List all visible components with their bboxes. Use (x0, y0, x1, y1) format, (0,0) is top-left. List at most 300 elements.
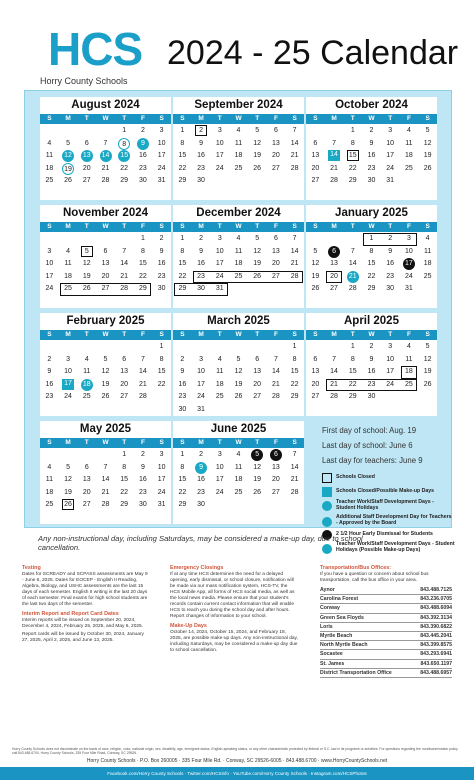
day-cell: 30 (178, 405, 187, 413)
day-cell: 28 (348, 285, 357, 292)
weekday-label: S (47, 331, 52, 338)
day-cell: 2 (195, 125, 207, 136)
day-cell: 11 (45, 152, 53, 159)
day-cell: 6 (273, 235, 278, 242)
day-cell: 8 (122, 463, 127, 471)
day-cell: 23 (367, 164, 376, 172)
closed-swatch (322, 473, 332, 483)
office-phone[interactable]: 843.650.1197 (420, 660, 452, 667)
closings-heading: Emergency Closings (170, 565, 224, 571)
day-cell: 2 (140, 127, 145, 134)
day-cell: 18 (45, 488, 54, 496)
day-cell: 30 (157, 285, 166, 292)
bus-office-list (320, 586, 452, 678)
day-cell: 5 (81, 246, 93, 257)
day-cell: 7 (292, 451, 297, 458)
day-cell: 1 (180, 451, 185, 458)
bus-office-row (320, 650, 452, 659)
day-cell: 26 (423, 380, 432, 388)
day-cell: 9 (369, 139, 374, 147)
day-cell: 15 (367, 260, 376, 267)
day-cell: 15 (178, 260, 187, 267)
weekday-label: S (425, 223, 430, 230)
day-cell: 27 (120, 393, 129, 400)
day-cell: 22 (178, 488, 187, 496)
day-cell: 29 (120, 177, 129, 184)
legend-workday2: Teacher Work/Staff Development Days - Student Holidays (Possible Make-up Days) (336, 541, 455, 553)
office-name: Carolina Forest (320, 596, 359, 603)
weekday-label: W (102, 115, 109, 122)
legend-early: 2 1/2 Hour Early Dismissal for Students (336, 531, 433, 537)
day-cell: 28 (330, 393, 338, 400)
column-transport (320, 562, 452, 678)
day-cell: 11 (83, 368, 91, 375)
day-cell: 23 (197, 488, 205, 496)
day-cell: 17 (45, 272, 54, 280)
day-grid (173, 232, 304, 308)
day-cell: 20 (272, 260, 280, 267)
day-cell: 28 (290, 488, 299, 496)
office-phone[interactable]: 843.392.3134 (420, 614, 452, 621)
day-cell: 31 (386, 177, 395, 184)
day-cell: 26 (82, 285, 91, 292)
day-cell: 22 (139, 272, 147, 280)
weekday-label: T (122, 115, 127, 122)
office-phone[interactable]: 843.399.8575 (420, 642, 452, 649)
day-cell: 22 (178, 164, 187, 172)
weekday-label: S (180, 115, 185, 122)
weekday-header (173, 330, 304, 340)
legend-closed: Schools Closed (336, 474, 375, 480)
office-name: Loris (320, 623, 333, 630)
month-card (40, 421, 171, 524)
weekday-header (173, 114, 304, 124)
month-name: January 2025 (335, 207, 408, 219)
day-cell: 7 (332, 355, 336, 363)
day-grid (40, 448, 171, 524)
weekday-label: M (331, 223, 337, 230)
day-cell: 23 (367, 380, 376, 388)
office-phone[interactable]: 843.488.6957 (420, 669, 452, 676)
day-cell: 20 (272, 152, 280, 159)
day-cell: 27 (311, 177, 320, 184)
day-cell: 10 (64, 368, 72, 375)
additional-swatch (322, 517, 332, 527)
day-cell: 4 (425, 235, 430, 242)
weekday-label: S (47, 115, 52, 122)
day-cell: 18 (423, 260, 432, 267)
day-cell: 8 (140, 247, 145, 255)
day-cell: 22 (290, 380, 299, 388)
day-cell: 7 (292, 127, 297, 134)
day-cell: 3 (199, 355, 203, 363)
day-cell: 24 (157, 164, 166, 172)
weekday-label: M (198, 223, 204, 230)
day-cell: 14 (101, 476, 110, 483)
day-cell: 13 (101, 260, 110, 267)
day-cell: 30 (197, 177, 205, 184)
day-cell: 20 (311, 380, 320, 388)
social-links[interactable]: Facebook.com/Horry County Schools · Twitter.com/HCSinfo · YouTube.com/Horry County Schools · Instagram.com/HCSPhotos (0, 767, 474, 780)
page-title: 2024 - 25 Calendar (167, 34, 459, 72)
day-cell: 30 (197, 285, 205, 292)
day-cell: 26 (311, 285, 320, 292)
day-cell: 21 (290, 152, 299, 159)
weekday-label: T (122, 223, 127, 230)
weekday-header (173, 222, 304, 232)
day-cell: 28 (290, 164, 299, 172)
day-cell: 14 (290, 463, 299, 471)
day-cell: 9 (47, 368, 52, 375)
day-cell: 19 (253, 260, 262, 267)
weekday-label: F (273, 115, 278, 122)
day-cell: 15 (120, 476, 129, 483)
day-cell: 25 (423, 272, 432, 280)
day-cell: 5 (66, 139, 70, 147)
day-cell: 2 (388, 235, 393, 242)
makeup-text: October 14, 2024, October 15, 2024, and February 18, 2025, are possible make-up days. Any non-instructional day, including Saturdays, may be considered a make-up day due to school cancellation. (170, 629, 298, 653)
month-name: May 2025 (79, 423, 132, 435)
day-cell: 14 (139, 368, 147, 375)
bus-office-row (320, 632, 452, 641)
day-cell: 17 (157, 476, 166, 483)
weekday-label: T (217, 439, 222, 446)
day-cell: 15 (348, 368, 357, 375)
office-phone[interactable]: 843.445.2041 (420, 633, 452, 639)
weekday-label: F (406, 331, 411, 338)
day-cell: 30 (367, 393, 376, 400)
day-cell: 13 (272, 463, 280, 471)
day-cell: 11 (234, 463, 243, 471)
office-name: Socastee (320, 651, 343, 658)
day-cell: 12 (101, 368, 110, 375)
day-cell: 17 (157, 152, 166, 159)
weekday-label: W (102, 439, 109, 446)
weekday-header (40, 222, 171, 232)
day-cell: 22 (157, 380, 166, 388)
day-cell: 13 (253, 368, 262, 375)
day-cell: 24 (64, 393, 72, 400)
day-cell: 16 (197, 260, 205, 267)
weekday-header (306, 222, 437, 232)
day-cell: 4 (236, 127, 241, 134)
day-cell: 4 (406, 127, 411, 134)
legend-first-day: First day of school: Aug. 19 (322, 426, 417, 435)
day-cell: 3 (217, 451, 222, 458)
day-cell: 28 (290, 272, 299, 280)
day-cell: 1 (180, 235, 185, 242)
weekday-label: M (331, 115, 337, 122)
day-cell: 26 (253, 164, 262, 172)
day-cell: 10 (157, 139, 166, 147)
day-cell: 7 (292, 235, 297, 242)
weekday-label: T (350, 331, 355, 338)
day-cell: 26 (64, 177, 72, 184)
day-cell: 28 (330, 177, 338, 184)
weekday-label: W (102, 223, 109, 230)
day-cell: 17 (215, 476, 224, 483)
weekday-header (306, 330, 437, 340)
day-cell: 10 (157, 463, 166, 471)
day-cell: 7 (350, 247, 355, 255)
day-cell: 18 (45, 164, 54, 172)
day-cell: 19 (64, 488, 72, 496)
legend-makeup: Schools Closed/Possible Make-up Days (336, 488, 435, 494)
day-grid (306, 232, 437, 308)
day-cell: 6 (313, 355, 318, 363)
day-cell: 1 (369, 235, 374, 242)
day-cell: 1 (122, 451, 127, 458)
day-cell: 21 (330, 380, 338, 388)
day-grid (173, 340, 304, 416)
reports-text-2: Report cards will be issued by October 30, 2024, January 27, 2025, April 2, 2025, and June 13, 2025. (22, 631, 144, 643)
day-cell: 12 (253, 139, 262, 147)
day-cell: 6 (84, 463, 89, 471)
transport-intro: If you have a question or concern about school bus transportation, call the bus office in your area. (320, 572, 429, 583)
day-cell: 31 (197, 405, 205, 413)
day-cell: 21 (101, 488, 110, 496)
day-cell: 10 (215, 139, 224, 147)
day-cell: 29 (367, 285, 376, 292)
day-cell: 7 (122, 247, 127, 255)
day-cell: 19 (101, 380, 110, 388)
day-cell: 3 (47, 247, 52, 255)
day-cell: 16 (139, 152, 147, 159)
day-cell: 6 (313, 139, 318, 147)
month-card (40, 205, 171, 308)
weekday-label: S (159, 115, 164, 122)
transport-heading: Transportation/Bus Offices: (320, 565, 391, 571)
weekday-label: T (255, 115, 260, 122)
weekday-label: M (331, 331, 337, 338)
day-cell: 26 (62, 499, 74, 510)
day-cell: 25 (45, 501, 54, 508)
day-cell: 11 (216, 368, 224, 375)
day-cell: 30 (367, 177, 376, 184)
weekday-label: T (217, 223, 222, 230)
day-cell: 18 (81, 379, 93, 391)
office-phone[interactable]: 843.488.7125 (420, 586, 452, 593)
day-cell: 8 (292, 355, 297, 363)
day-cell: 10 (197, 368, 205, 375)
weekday-label: F (273, 331, 278, 338)
weekday-label: M (65, 439, 71, 446)
day-cell: 24 (45, 285, 54, 292)
day-cell: 26 (234, 393, 243, 400)
weekday-label: W (235, 223, 242, 230)
month-name: November 2024 (62, 207, 149, 219)
weekday-label: M (65, 223, 71, 230)
day-cell: 27 (82, 177, 91, 184)
day-cell: 11 (45, 476, 53, 483)
makeup-note: Any non-instructional day, including Saturdays, may be considered a make-up day, due to school cancellation. (38, 534, 363, 553)
month-name: August 2024 (71, 99, 140, 111)
day-grid (306, 340, 437, 416)
office-name: District Transportation Office (320, 669, 392, 676)
day-cell: 5 (103, 355, 108, 363)
day-cell: 9 (388, 247, 393, 255)
day-cell: 26 (253, 488, 262, 496)
day-cell: 4 (47, 463, 52, 471)
day-cell: 25 (405, 380, 413, 388)
month-name: September 2024 (194, 99, 283, 111)
weekday-label: S (159, 439, 164, 446)
day-cell: 27 (311, 393, 320, 400)
day-cell: 31 (215, 285, 224, 292)
day-cell: 8 (350, 355, 355, 363)
day-cell: 30 (197, 501, 205, 508)
day-cell: 21 (101, 164, 110, 172)
day-cell: 13 (81, 150, 93, 162)
day-cell: 10 (405, 247, 413, 255)
closings-text: If at any time HCS determines the need for a delayed opening, early dismissal, or school closure, notification will be made via our mass notification system, HCS-TV, the HCS Mobile App, all forms of HCS social media, as well as the local news media. Please ensure that your student's records contain current contact information that will enable HCS to reach you during the school day and after hours. Report changes of information to your school. (170, 572, 295, 619)
day-cell: 26 (101, 393, 110, 400)
weekday-label: S (180, 439, 185, 446)
day-cell: 7 (140, 355, 145, 363)
header (0, 0, 474, 92)
day-cell: 5 (236, 355, 241, 363)
bus-office-row (320, 614, 452, 623)
office-phone[interactable]: 843.236.0705 (420, 596, 452, 603)
day-cell: 12 (253, 247, 262, 255)
office-phone[interactable]: 843.390.6822 (420, 623, 452, 630)
day-cell: 8 (180, 139, 185, 147)
month-card (173, 205, 304, 308)
day-grid (40, 232, 171, 308)
day-cell: 29 (139, 285, 147, 292)
day-cell: 12 (423, 355, 432, 363)
weekday-label: S (292, 115, 297, 122)
day-cell: 21 (347, 271, 359, 283)
logo-subtitle: Horry County Schools (40, 76, 128, 86)
office-phone[interactable]: 843.293.6941 (420, 651, 452, 658)
day-cell: 10 (386, 355, 395, 363)
day-cell: 22 (367, 272, 376, 280)
day-cell: 15 (290, 368, 299, 375)
day-cell: 14 (120, 260, 129, 267)
day-cell: 26 (253, 272, 262, 280)
column-testing (22, 562, 150, 646)
weekday-label: M (198, 331, 204, 338)
day-cell: 8 (118, 138, 130, 150)
day-cell: 29 (348, 177, 357, 184)
weekday-label: W (368, 115, 375, 122)
day-cell: 10 (386, 139, 395, 147)
day-cell: 3 (217, 235, 222, 242)
weekday-label: W (102, 331, 109, 338)
day-cell: 29 (348, 393, 357, 400)
day-cell: 9 (199, 247, 203, 255)
day-grid (40, 124, 171, 200)
day-grid (306, 124, 437, 200)
month-card (306, 97, 437, 200)
day-cell: 18 (234, 476, 243, 483)
day-cell: 24 (386, 380, 395, 388)
weekday-label: S (313, 115, 318, 122)
weekday-header (40, 114, 171, 124)
day-cell: 28 (120, 285, 129, 292)
day-cell: 22 (348, 164, 357, 172)
day-cell: 20 (272, 476, 280, 483)
day-cell: 16 (178, 380, 187, 388)
day-cell: 14 (330, 368, 338, 375)
day-cell: 29 (178, 501, 187, 508)
day-cell: 7 (103, 463, 108, 471)
day-cell: 16 (367, 152, 376, 159)
weekday-label: M (198, 439, 204, 446)
weekday-label: S (47, 439, 52, 446)
office-name: Myrtle Beach (320, 633, 353, 639)
column-closings (170, 562, 298, 656)
day-cell: 20 (330, 272, 338, 280)
day-cell: 16 (197, 476, 205, 483)
bus-office-row (320, 604, 452, 613)
day-cell: 31 (157, 177, 166, 184)
day-cell: 24 (215, 488, 224, 496)
day-cell: 23 (157, 272, 166, 280)
day-cell: 1 (140, 235, 145, 242)
day-cell: 23 (178, 393, 187, 400)
day-cell: 19 (82, 272, 91, 280)
day-cell: 30 (386, 285, 395, 292)
day-cell: 27 (253, 393, 262, 400)
day-cell: 26 (423, 164, 432, 172)
weekday-label: S (292, 331, 297, 338)
day-cell: 7 (273, 355, 278, 363)
day-cell: 11 (405, 139, 413, 147)
day-cell: 15 (178, 476, 187, 483)
day-cell: 14 (272, 368, 280, 375)
weekday-label: T (255, 223, 260, 230)
day-cell: 13 (120, 368, 129, 375)
day-cell: 25 (234, 272, 243, 280)
weekday-label: M (198, 115, 204, 122)
day-cell: 31 (405, 285, 413, 292)
weekday-label: F (406, 223, 411, 230)
day-cell: 6 (328, 246, 340, 258)
day-cell: 4 (66, 247, 70, 255)
day-cell: 4 (84, 355, 89, 363)
day-cell: 21 (330, 164, 338, 172)
weekday-label: T (255, 331, 260, 338)
month-card (173, 421, 304, 524)
weekday-label: T (388, 331, 393, 338)
weekday-label: S (425, 115, 430, 122)
day-cell: 6 (270, 449, 282, 461)
weekday-label: S (313, 223, 318, 230)
day-cell: 15 (118, 150, 130, 162)
reports-text-1: Interim reports will be issued on September 20, 2024, December 4, 2024, February 25, 2025, and May 6, 2025. (22, 617, 144, 629)
day-cell: 25 (64, 285, 72, 292)
weekday-label: S (313, 331, 318, 338)
day-cell: 13 (330, 260, 338, 267)
day-cell: 30 (139, 177, 147, 184)
day-cell: 12 (82, 260, 91, 267)
day-cell: 24 (215, 164, 224, 172)
weekday-label: T (84, 439, 89, 446)
day-cell: 15 (347, 150, 359, 161)
day-cell: 22 (348, 380, 357, 388)
workday-swatch (322, 501, 332, 511)
day-cell: 1 (180, 127, 185, 134)
day-cell: 14 (328, 150, 340, 161)
day-cell: 11 (234, 247, 243, 255)
day-cell: 29 (178, 285, 187, 292)
office-phone[interactable]: 843.488.6094 (420, 605, 452, 612)
day-cell: 3 (217, 127, 222, 134)
day-cell: 20 (82, 164, 91, 172)
day-cell: 19 (234, 380, 243, 388)
